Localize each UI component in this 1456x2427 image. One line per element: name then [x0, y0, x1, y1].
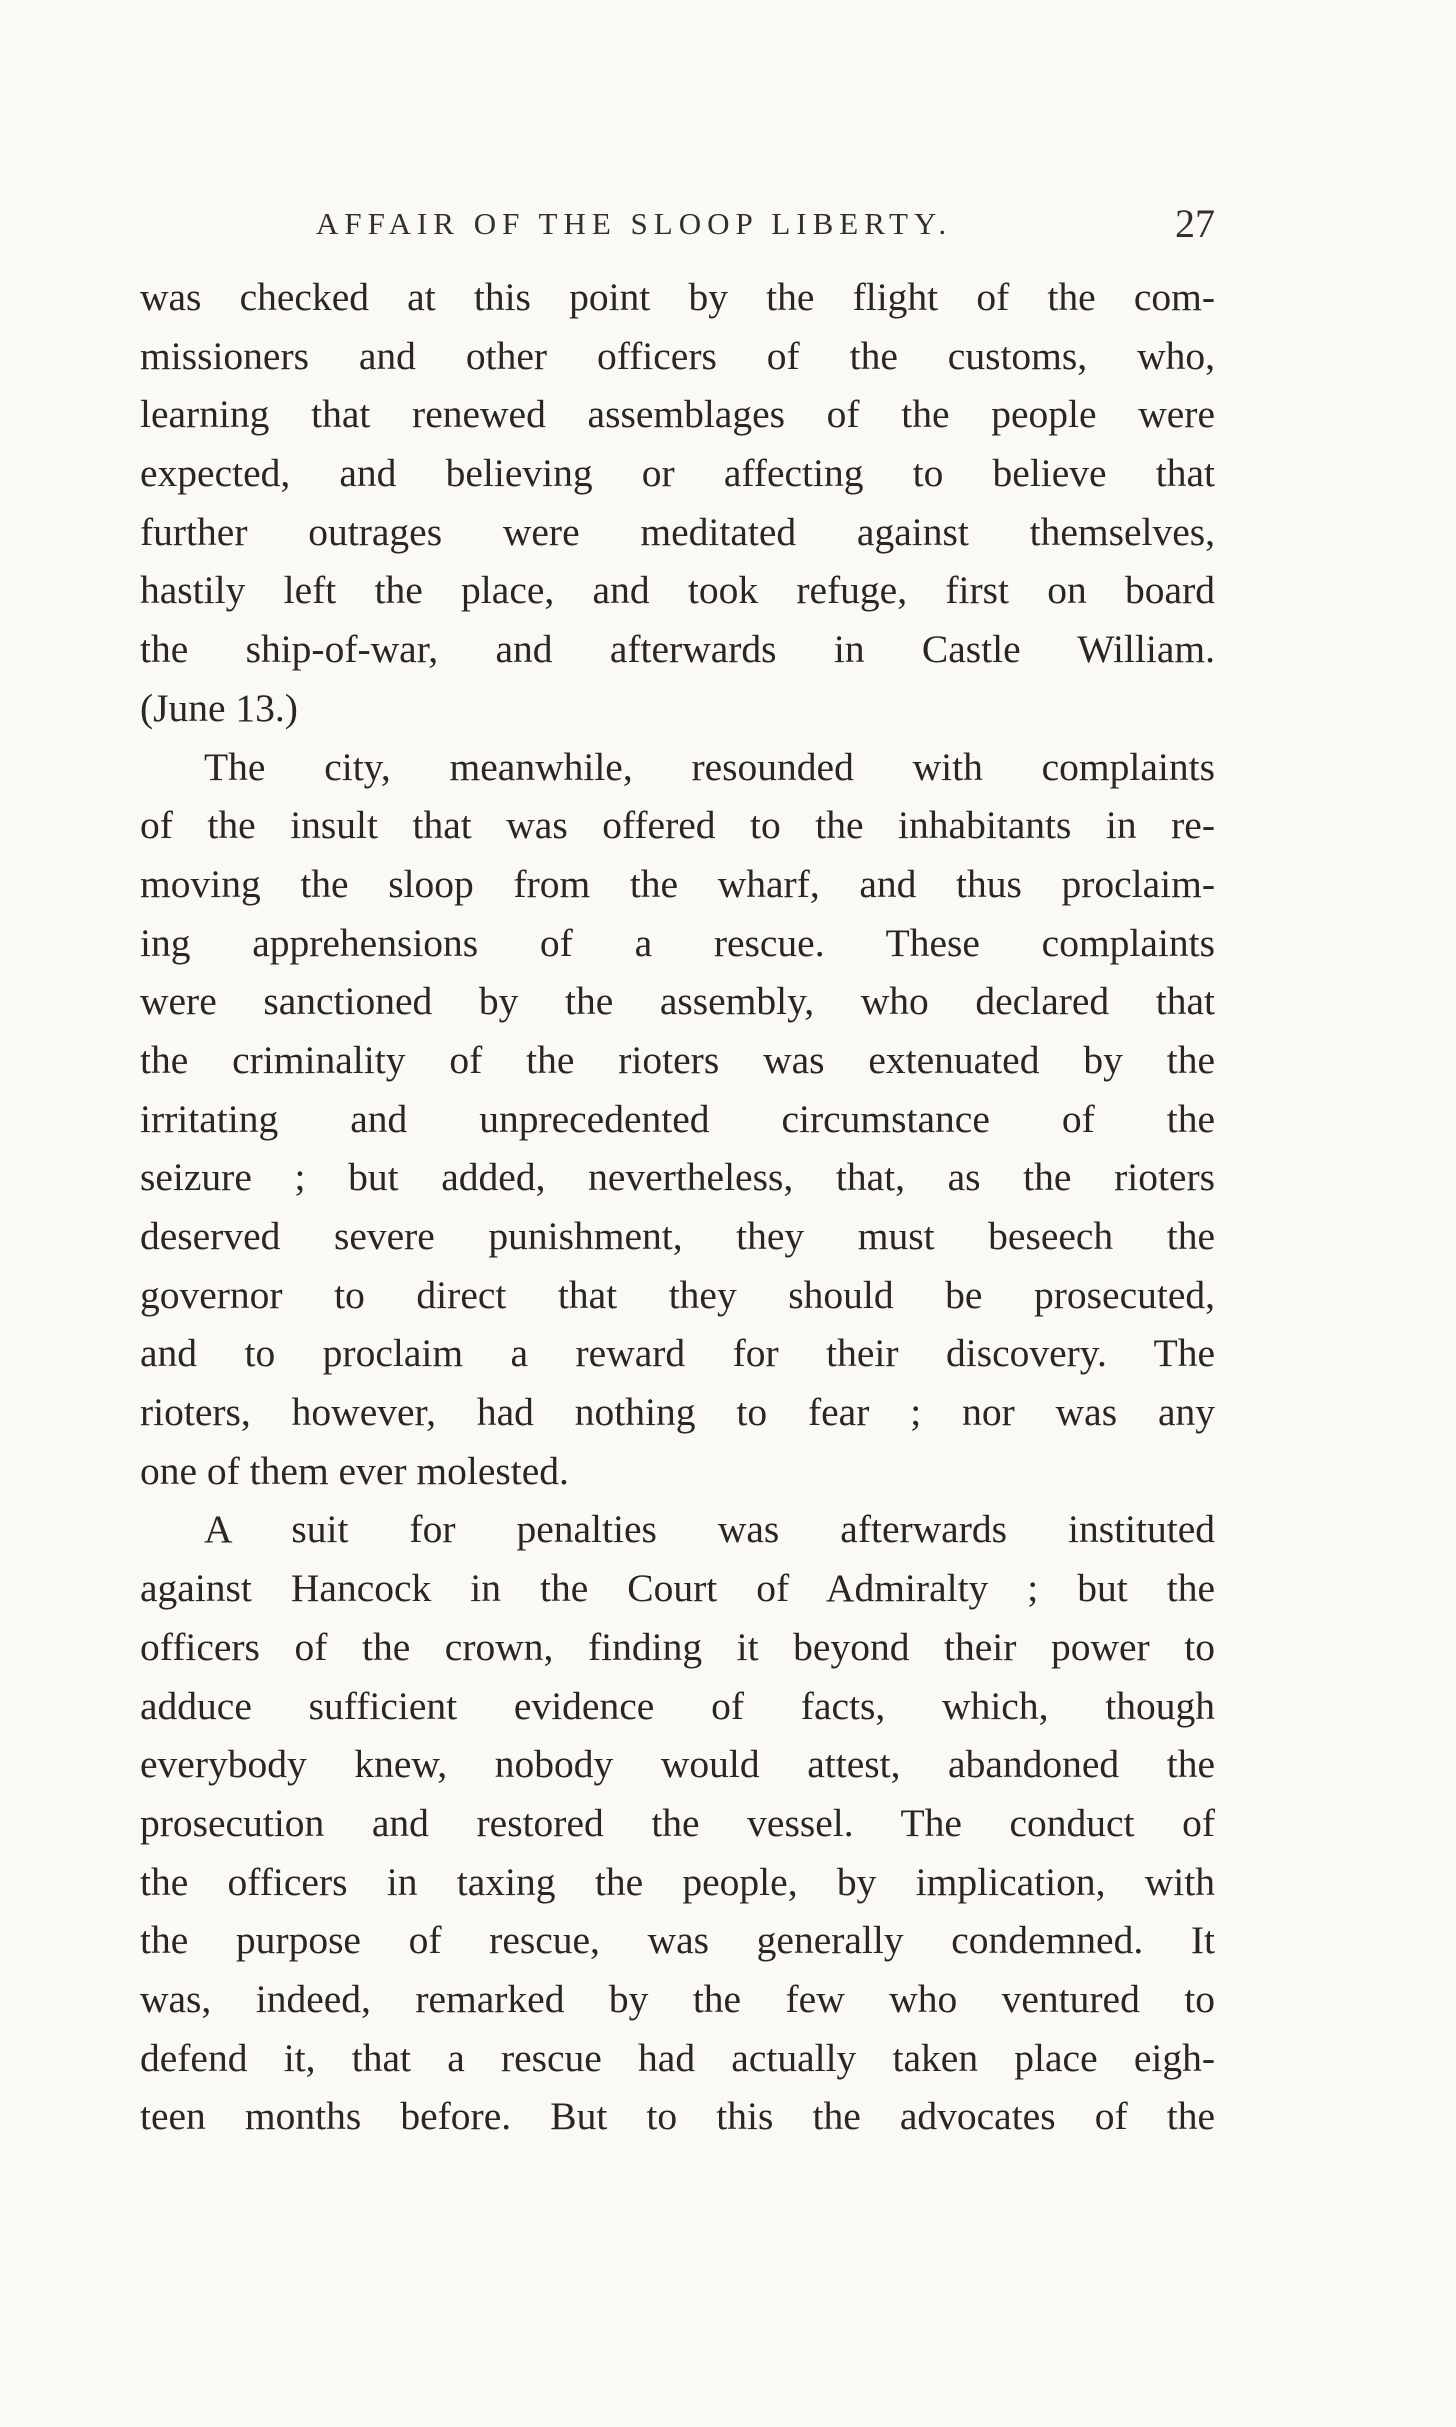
- text-line: was checked at this point by the flight of the com-: [140, 275, 1215, 319]
- text-line: rioters, however, had nothing to fear ; nor was any: [140, 1390, 1215, 1435]
- text-line: everybody knew, nobody would attest, abandoned the: [140, 1742, 1215, 1787]
- text-line: moving the sloop from the wharf, and thus proclaim-: [140, 861, 1215, 906]
- text-line: seizure ; but added, nevertheless, that, as the rioters: [140, 1155, 1215, 1200]
- text-line: governor to direct that they should be prosecuted,: [140, 1272, 1215, 1317]
- text-line: expected, and believing or affecting to believe that: [140, 451, 1215, 496]
- text-line: was, indeed, remarked by the few who ventured to: [140, 1976, 1215, 2021]
- text-line: missioners and other officers of the customs, who,: [140, 333, 1215, 378]
- text-line: the purpose of rescue, was generally condemned. It: [140, 1918, 1215, 1963]
- page-number: 27: [1175, 201, 1215, 246]
- text-line: The city, meanwhile, resounded with complaints: [204, 744, 1215, 789]
- text-line: further outrages were meditated against themselves,: [140, 509, 1215, 554]
- running-head: [140, 200, 1215, 250]
- text-line: the ship-of-war, and afterwards in Castle William.: [140, 627, 1215, 672]
- text-line: hastily left the place, and took refuge, first on board: [140, 568, 1215, 613]
- text-line: adduce sufficient evidence of facts, which, though: [140, 1683, 1215, 1728]
- text-line: defend it, that a rescue had actually taken place eigh-: [140, 2035, 1215, 2080]
- text-line: ing apprehensions of a rescue. These complaints: [140, 920, 1215, 965]
- text-line: learning that renewed assemblages of the people were: [140, 392, 1215, 437]
- text-line: and to proclaim a reward for their discovery. The: [140, 1331, 1215, 1376]
- text-line: prosecution and restored the vessel. The conduct of: [140, 1800, 1215, 1845]
- text-line: the criminality of the rioters was extenuated by the: [140, 1037, 1215, 1082]
- text-line: deserved severe punishment, they must beseech the: [140, 1214, 1215, 1258]
- text-line: A suit for penalties was afterwards instituted: [204, 1507, 1215, 1552]
- text-line: of the insult that was offered to the inhabitants in re-: [140, 803, 1215, 848]
- text-line: against Hancock in the Court of Admiralty ; but the: [140, 1566, 1215, 1611]
- running-title: AFFAIR OF THE SLOOP LIBERTY.: [316, 206, 953, 241]
- text-line: officers of the crown, finding it beyond their power to: [140, 1624, 1215, 1669]
- text-line: were sanctioned by the assembly, who declared that: [140, 979, 1215, 1024]
- text-line: teen months before. But to this the advocates of the: [140, 2094, 1215, 2139]
- text-line: irritating and unprecedented circumstance of the: [140, 1096, 1215, 1141]
- text-line: the officers in taxing the people, by implication, with: [140, 1859, 1215, 1904]
- text-line: one of them ever molested.: [140, 1448, 569, 1493]
- body-text: [140, 268, 1215, 2146]
- text-line: (June 13.): [140, 685, 298, 730]
